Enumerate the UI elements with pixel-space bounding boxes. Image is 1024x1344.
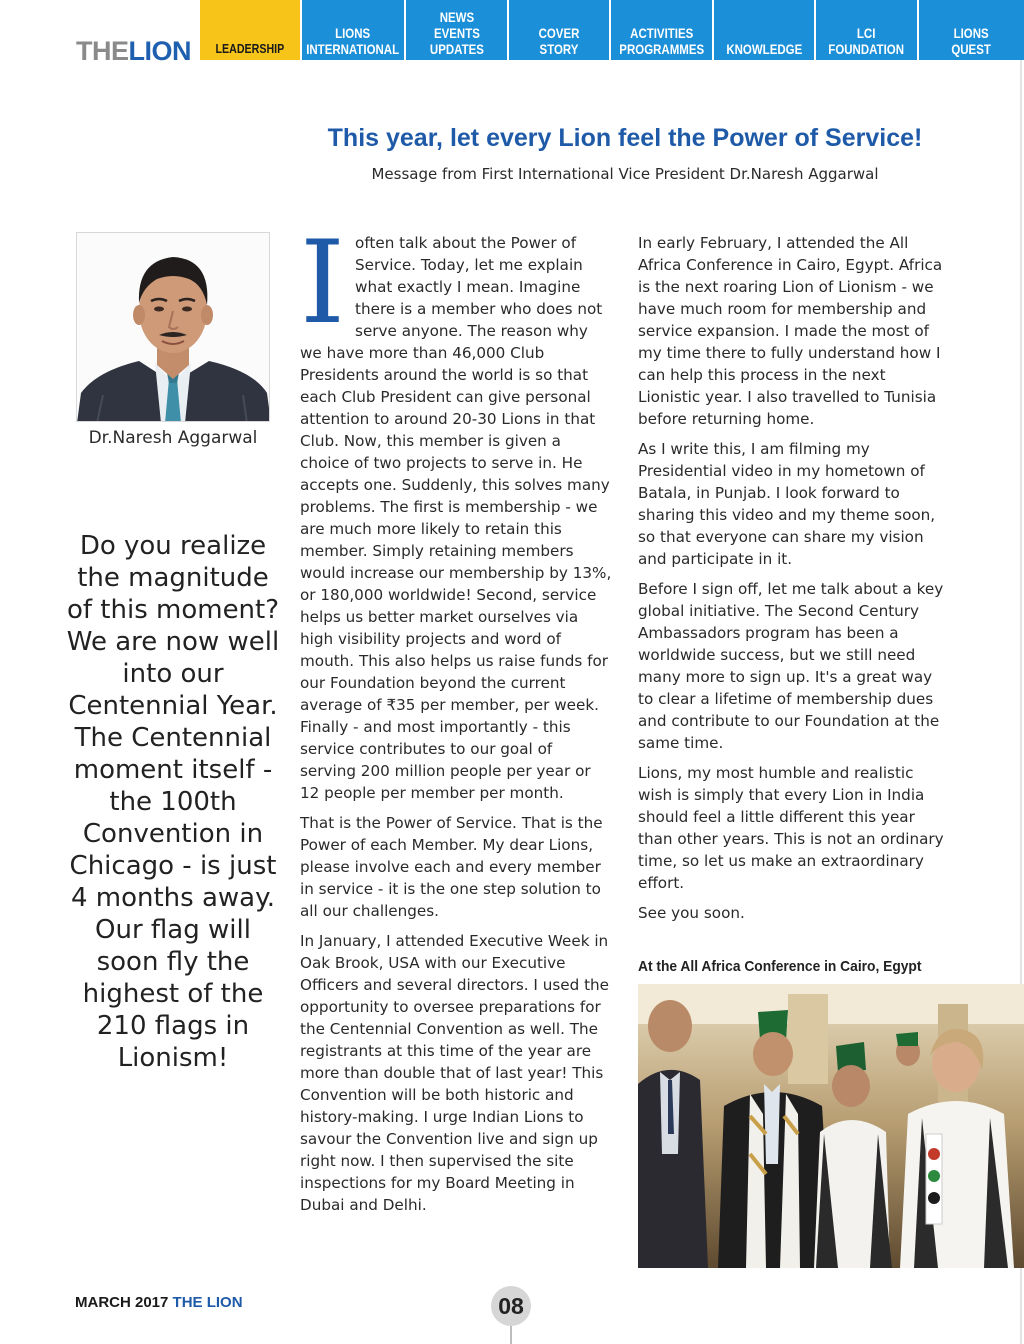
photo-caption: At the All Africa Conference in Cairo, Egypt <box>638 958 922 975</box>
article-column-2 <box>638 232 950 932</box>
portrait-caption: Dr.Naresh Aggarwal <box>88 428 258 448</box>
tab-news-events-updates[interactable]: NEWS EVENTS UPDATES <box>404 0 507 60</box>
paragraph: In early February, I attended the All Africa Conference in Cairo, Egypt. Africa is the next roaring Lion of Lionism - we have much room for membership and service expansion. I made the most of my time there to fully understand how I can help this process in the next Lionistic year. I also travelled to Tunisia before returning home. <box>638 234 943 428</box>
brand-lion: LION <box>128 36 191 66</box>
tab-lci-foundation[interactable]: LCI FOUNDATION <box>814 0 917 60</box>
brand-logo[interactable] <box>76 36 191 67</box>
portrait-illustration <box>77 233 270 422</box>
tab-lions-quest[interactable]: LIONS QUEST <box>917 0 1024 60</box>
page-number-rule <box>510 1326 512 1344</box>
top-navigation <box>0 0 1024 66</box>
tab-lions-international[interactable]: LIONS INTERNATIONAL <box>300 0 404 60</box>
brand-the: THE <box>76 36 129 66</box>
tab-cover-story[interactable]: COVER STORY <box>507 0 609 60</box>
footer-issue-date: MARCH 2017 <box>75 1294 169 1311</box>
footer-magazine-name: THE LION <box>172 1294 243 1311</box>
tab-leadership[interactable]: LEADERSHIP <box>200 0 300 60</box>
paragraph: That is the Power of Service. That is the Power of each Member. My dear Lions, please involve each and every member in service - it is the one step solution to all our challenges. <box>300 814 603 920</box>
page-number: 08 <box>491 1286 531 1326</box>
paragraph: As I write this, I am filming my Presidential video in my hometown of Batala, in Punjab. I look forward to sharing this video and my theme soon, so that everyone can share my vision and participate in it. <box>638 440 936 568</box>
article-column-1 <box>300 216 612 1224</box>
pull-quote: Do you realize the magnitude of this moment? We are now well into our Centennial Year. The Centennial moment itself - the 100th Convention in Chicago - is just 4 months away. Our flag will soon fly the highest of the 210 flags in Lionism! <box>66 531 280 1073</box>
paragraph: See you soon. <box>638 904 745 922</box>
paragraph: Before I sign off, let me talk about a key global initiative. The Second Century Ambassadors program has been a worldwide success, but we still need many more to sign up. It's a great way to clear a lifetime of membership dues and contribute to our Foundation at the same time. <box>638 580 944 752</box>
paragraph: In January, I attended Executive Week in Oak Brook, USA with our Executive Officers and several directors. I used the opportunity to oversee preparations for the Centennial Convention as well. The registrants at this time of the year are more than double that of last year! This Convention will be both historic and history-making. I urge Indian Lions to savour the Convention live and sign up right now. I then supervised the site inspections for my Board Meeting in Dubai and Delhi. <box>300 932 610 1214</box>
tab-activities-programmes[interactable]: ACTIVITIES PROGRAMMES <box>609 0 712 60</box>
article-subtitle: Message from First International Vice President Dr.Naresh Aggarwal <box>371 165 879 183</box>
author-portrait <box>76 232 270 422</box>
footer-issue <box>75 1294 243 1311</box>
conference-photo <box>638 984 1024 1268</box>
conference-photo-illustration <box>638 984 1024 1268</box>
tab-knowledge[interactable]: KNOWLEDGE <box>712 0 814 60</box>
drop-cap: I <box>300 216 346 349</box>
paragraph: Lions, my most humble and realistic wish is simply that every Lion in India should feel a little different this year than other years. This is not an ordinary time, so let us make an extraordinary effort. <box>638 764 944 892</box>
paragraph: often talk about the Power of Service. Today, let me explain what exactly I mean. Imagine there is a member who does not serve anyone. The reason why we have more than 46,000 Club Presidents around the world is so that each Club President can give personal attention to around 20-30 Lions in that Club. Now, this member is given a choice of two projects to serve in. He accepts one. Suddenly, this solves many problems. The first is membership - we are much more likely to retain this member. Simply retaining members would increase our membership by 13%, or 180,000 worldwide! Second, service helps us better market ourselves via high visibility projects and word of mouth. This also helps us raise funds for our Foundation beyond the current average of ₹35 per member, per week. Finally - and most importantly - this service contributes to our goal of serving 200 million people per year or 12 people per member per month. <box>300 234 612 802</box>
article-title: This year, let every Lion feel the Power of Service! <box>327 124 923 152</box>
